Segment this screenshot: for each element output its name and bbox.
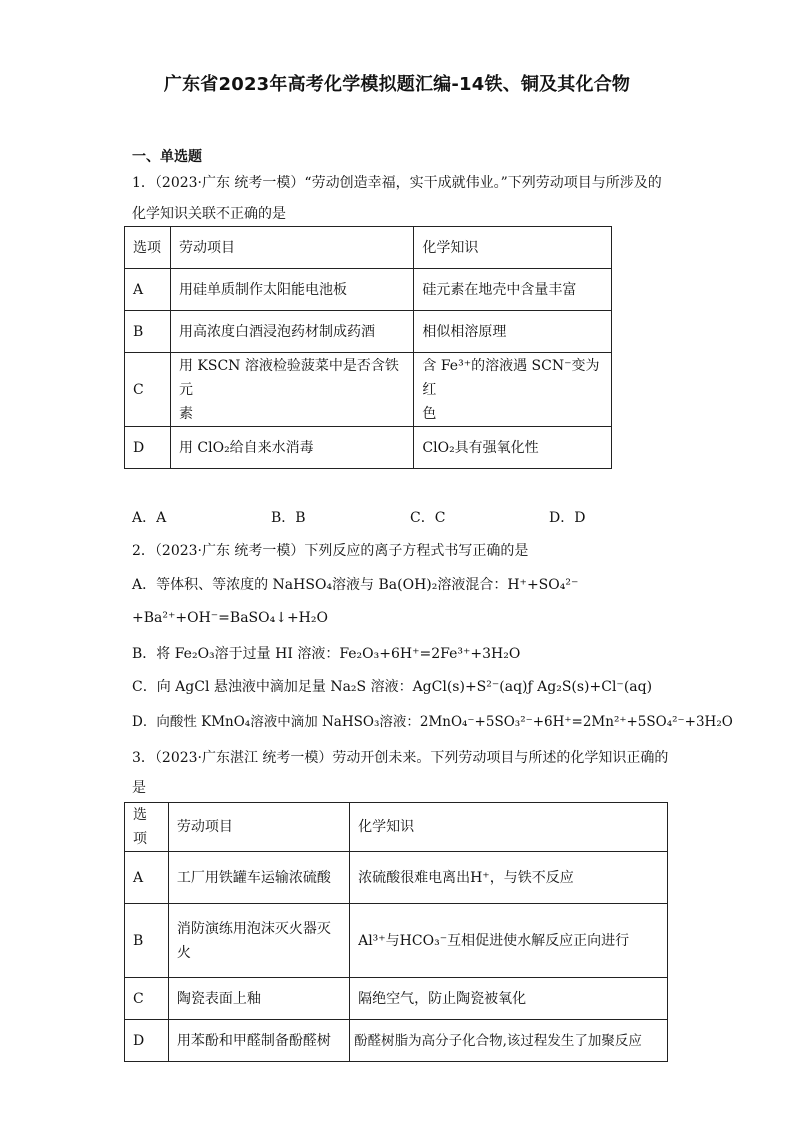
work-cell: 陶瓷表面上釉 (168, 978, 349, 1020)
table-row (125, 427, 612, 469)
work-cell: 用苯酚和甲醛制备酚醛树 (168, 1020, 349, 1062)
table-row (125, 978, 668, 1020)
q1-stem-line2: 化学知识关联不正确的是 (132, 206, 286, 222)
knowledge-cell: ClO₂具有强氧化性 (414, 427, 612, 469)
table-header-row (125, 803, 668, 852)
knowledge-line: 含 Fe³⁺的溶液遇 SCN⁻变为红 (422, 357, 600, 398)
q2-option-d[interactable]: D．向酸性 KMnO₄溶液中滴加 NaHSO₃溶液：2MnO₄⁻+5SO₃²⁻+6H⁺=2Mn²⁺+5SO₄²⁻+3H₂O (132, 714, 733, 730)
q3-stem-line2: 是 (132, 780, 146, 796)
work-line: 素 (178, 405, 193, 422)
table-row (125, 269, 612, 311)
knowledge-cell: 相似相溶原理 (414, 311, 612, 353)
work-line: 用 KSCN 溶液检验菠菜中是否含铁元 (178, 357, 399, 398)
document-title: 广东省2023年高考化学模拟题汇编-14铁、铜及其化合物 (163, 74, 631, 95)
q2-option-a-line2: +Ba²⁺+OH⁻=BaSO₄↓+H₂O (132, 610, 328, 626)
section-heading: 一、单选题 (132, 149, 202, 165)
table-row (125, 353, 612, 427)
knowledge-cell: 浓硫酸很难电离出H⁺，与铁不反应 (350, 852, 668, 904)
work-cell (168, 904, 349, 978)
work-line: 消防演练用泡沫灭火器灭 (176, 920, 331, 937)
q2-option-b[interactable]: B．将 Fe₂O₃溶于过量 HI 溶液：Fe₂O₃+6H⁺=2Fe³⁺+3H₂O (132, 646, 521, 662)
q3-table (124, 802, 668, 1062)
knowledge-line: 色 (422, 405, 437, 422)
knowledge-cell (414, 353, 612, 427)
option-cell: B (125, 904, 169, 978)
option-cell: A (125, 269, 171, 311)
option-cell: C (125, 978, 169, 1020)
q2-option-c[interactable]: C．向 AgCl 悬浊液中滴加足量 Na₂S 溶液：AgCl(s)+S²⁻(aq)ƒ Ag₂S(s)+Cl⁻(aq) (132, 679, 653, 695)
option-cell: D (125, 1020, 169, 1062)
header-cell: 劳动项目 (168, 803, 349, 852)
header-cell: 劳动项目 (170, 227, 413, 269)
q1-table (124, 226, 612, 469)
work-cell (170, 353, 413, 427)
option-cell: D (125, 427, 171, 469)
header-cell: 化学知识 (414, 227, 612, 269)
option-cell: B (125, 311, 171, 353)
work-cell: 用 ClO₂给自来水消毒 (170, 427, 413, 469)
table-header-row (125, 227, 612, 269)
table-row (125, 904, 668, 978)
header-cell: 选项 (125, 227, 171, 269)
q2-option-a-line1[interactable]: A．等体积、等浓度的 NaHSO₄溶液与 Ba(OH)₂溶液混合：H⁺+SO₄²⁻ (132, 577, 579, 593)
header-cell: 化学知识 (350, 803, 668, 852)
knowledge-cell: 酚醛树脂为高分子化合物,该过程发生了加聚反应 (350, 1020, 668, 1062)
q3-stem-line1: 3．（2023·广东湛江 统考一模）劳动开创未来。下列劳动项目与所述的化学知识正确的 (132, 750, 669, 766)
table-row (125, 311, 612, 353)
option-cell: C (125, 353, 171, 427)
work-cell: 工厂用铁罐车运输浓硫酸 (168, 852, 349, 904)
choice-b[interactable]: B．B (271, 510, 306, 526)
work-line: 火 (176, 944, 191, 961)
header-cell: 选项 (125, 803, 169, 852)
option-cell: A (125, 852, 169, 904)
table-row (125, 852, 668, 904)
table-row (125, 1020, 668, 1062)
choice-c[interactable]: C．C (410, 510, 446, 526)
knowledge-cell: Al³⁺与HCO₃⁻互相促进使水解反应正向进行 (350, 904, 668, 978)
work-cell: 用硅单质制作太阳能电池板 (170, 269, 413, 311)
knowledge-cell: 硅元素在地壳中含量丰富 (414, 269, 612, 311)
q2-stem: 2．（2023·广东 统考一模）下列反应的离子方程式书写正确的是 (132, 543, 529, 559)
choice-d[interactable]: D．D (549, 510, 586, 526)
work-cell: 用高浓度白酒浸泡药材制成药酒 (170, 311, 413, 353)
knowledge-cell: 隔绝空气，防止陶瓷被氧化 (350, 978, 668, 1020)
q1-stem-line1: 1．（2023·广东 统考一模）“劳动创造幸福，实干成就伟业。”下列劳动项目与所涉及的 (132, 175, 662, 191)
choice-a[interactable]: A．A (132, 510, 167, 526)
